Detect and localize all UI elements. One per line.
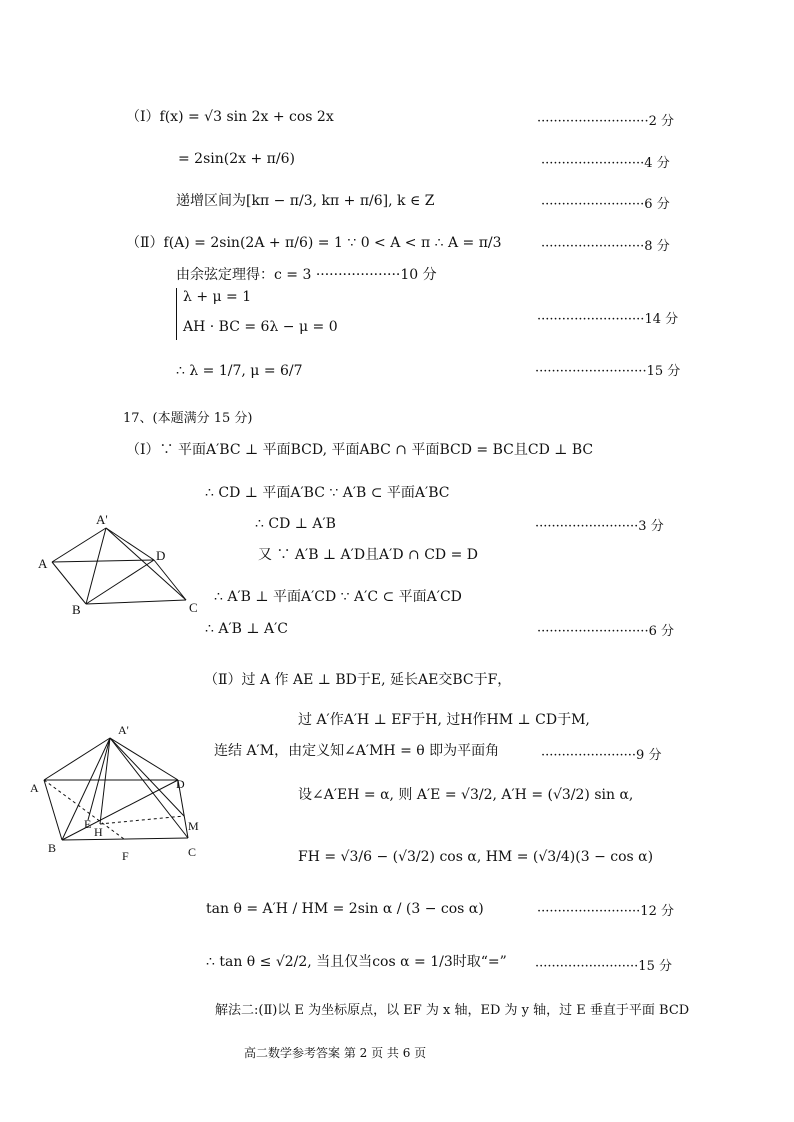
fig2-label-A: A: [30, 781, 39, 795]
edge-B-C: [86, 600, 186, 604]
edge-A-D: [52, 560, 154, 562]
fig1-label-A: A: [38, 556, 48, 571]
score-2: ···························2 分: [537, 114, 674, 129]
fig2-label-C: C: [188, 845, 197, 859]
fig2-label-D: D: [176, 777, 185, 791]
fig2-label-B: B: [48, 841, 57, 855]
fig2-label-Ap: A': [118, 723, 129, 737]
score-14: ··························14 分: [537, 312, 679, 327]
edge2-B-D: [62, 780, 178, 840]
system-eq2: AH · BC = 6λ − μ = 0: [183, 319, 338, 335]
fig2-label-M: M: [188, 819, 199, 833]
score-17-3: ·························3 分: [535, 519, 664, 534]
q17-q4: 设∠A′EH = α, 则 A′E = √3/2, A′H = (√3/2) sin α,: [298, 787, 634, 803]
q17-p4: 又 ∵ A′B ⊥ A′D且A′D ∩ CD = D: [258, 547, 478, 563]
q17-q2: 过 A′作A′H ⊥ EF于H, 过H作HM ⊥ CD于M,: [298, 712, 590, 728]
fig2-label-H: H: [94, 825, 103, 839]
q17-p2: ∴ CD ⊥ 平面A′BC ∵ A′B ⊂ 平面A′BC: [205, 485, 450, 501]
score-4: ·························4 分: [541, 156, 670, 171]
q17-q3: 连结 A′M，由定义知∠A′MH = θ 即为平面角: [214, 743, 500, 759]
score-17-9: ·······················9 分: [541, 748, 662, 763]
figure-1-tetrahedron: [34, 508, 204, 616]
page-footer: 高二数学参考答案 第 2 页 共 6 页: [244, 1046, 427, 1060]
line-fA: （Ⅱ）f(A) = 2sin(2A + π/6) = 1 ∵ 0 < A < π ∴ A = π/3: [126, 235, 502, 251]
q17-p5: ∴ A′B ⊥ 平面A′CD ∵ A′C ⊂ 平面A′CD: [214, 589, 462, 605]
score-15: ···························15 分: [535, 364, 681, 379]
fig2-label-E: E: [84, 817, 92, 831]
q17-q8: 解法二:(Ⅱ)以 E 为坐标原点，以 EF 为 x 轴，ED 为 y 轴，过 E 垂直于平面 BCD: [215, 1003, 690, 1018]
line-f-def: （Ⅰ）f(x) = √3 sin 2x + cos 2x: [126, 109, 334, 125]
fig1-label-B: B: [72, 602, 81, 616]
q17-p6: ∴ A′B ⊥ A′C: [205, 621, 289, 637]
fig2-label-F: F: [122, 849, 129, 863]
line-f-simplified: = 2sin(2x + π/6): [178, 151, 295, 167]
edge-A-B: [52, 562, 86, 604]
edge-Ap-D: [106, 528, 154, 560]
edge2-Ap-H: [100, 738, 110, 824]
line-lambda-mu: ∴ λ = 1/7, μ = 6/7: [176, 363, 303, 379]
score-17-12: ·························12 分: [537, 904, 674, 919]
line-cosine-law: 由余弦定理得：c = 3 ···················10 分: [176, 267, 437, 283]
score-8: ·························8 分: [541, 239, 670, 254]
edge2-B-C: [62, 838, 188, 840]
q17-p3: ∴ CD ⊥ A′B: [255, 516, 336, 532]
score-17-6: ···························6 分: [537, 624, 674, 639]
q17-q1: （Ⅱ）过 A 作 AE ⊥ BD于E, 延长AE交BC于F，: [204, 672, 512, 688]
fig1-label-C: C: [189, 600, 198, 615]
line-increasing-interval: 递增区间为[kπ − π/3, kπ + π/6], k ∈ Z: [176, 193, 435, 209]
figure-2-tetrahedron: [28, 720, 218, 864]
system-brace: [176, 288, 338, 340]
q17-q6: tan θ = A′H / HM = 2sin α / (3 − cos α): [206, 901, 484, 917]
system-eq1: λ + μ = 1: [183, 289, 252, 305]
q17-q7: ∴ tan θ ≤ √2/2, 当且仅当cos α = 1/3时取“=”: [206, 954, 507, 970]
edge-D-C: [154, 560, 186, 600]
fig1-label-Ap: A': [96, 512, 108, 527]
q17-p1: （Ⅰ）∵ 平面A′BC ⊥ 平面BCD, 平面ABC ∩ 平面BCD = BC且CD ⊥ BC: [126, 442, 594, 458]
fig1-label-D: D: [156, 548, 166, 563]
edge-Ap-C: [106, 528, 186, 600]
score-17-15: ·························15 分: [535, 959, 672, 974]
q17-header: 17、(本题满分 15 分): [123, 411, 253, 426]
edge2-A-B: [44, 780, 62, 840]
q17-q5: FH = √3/6 − (√3/2) cos α, HM = (√3/4)(3 − cos α): [298, 849, 654, 865]
score-6: ·························6 分: [541, 197, 670, 212]
